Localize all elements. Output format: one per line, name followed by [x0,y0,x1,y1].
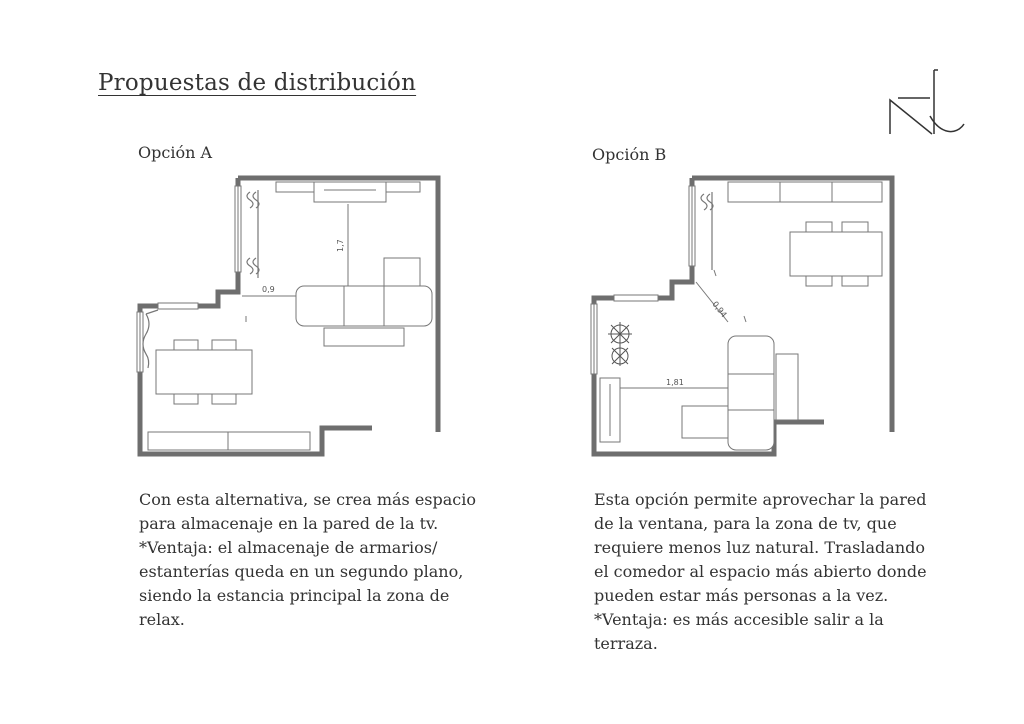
option-a-description-line: estanterías queda en un segundo plano, [139,562,464,581]
plan-b-plant [608,322,632,346]
option-b-description-line: pueden estar más personas a la vez. [594,586,889,605]
plan-a-dining-table [156,350,252,394]
plan-b-cabinet [728,182,780,202]
plan-b-chair [806,276,832,286]
option-b-description-line: terraza. [594,634,658,653]
option-b-description-line: Esta opción permite aprovechar la pared [594,490,927,509]
plan-b-side-table [776,354,798,420]
option-a-description-line: Con esta alternativa, se crea más espacio [139,490,476,509]
plan-b-chair [806,222,832,232]
plan-b-cabinet [832,182,882,202]
option-b-description-line: el comedor al espacio más abierto donde [594,562,927,581]
plan-b-dining-table [790,232,882,276]
plan-a-coffee-table [324,328,404,346]
option-a-label: Opción A [138,143,213,162]
option-a-description-line: para almacenaje en la pared de la tv. [139,514,439,533]
plan-a-curtain [247,258,259,274]
option-a-description-line: *Ventaja: el almacenaje de armarios/ [139,538,438,557]
option-a-description [139,488,499,632]
plan-a-dimension-vertical: 1,7 [336,239,345,252]
plan-b-chair [842,276,868,286]
plan-a-cabinet [276,182,314,192]
plan-a-curtain [143,314,149,368]
plan-a-sofa-chaise [384,258,420,286]
option-b-description-line: de la ventana, para la zona de tv, que [594,514,897,533]
plan-a-storage [148,432,228,450]
option-b-description-line: *Ventaja: es más accesible salir a la [594,610,884,629]
option-b-description-line: requiere menos luz natural. Trasladando [594,538,926,557]
plan-a-storage [228,432,310,450]
plan-b-dimension-diagonal: 0,94 [710,299,729,320]
plan-a-cabinet [386,182,420,192]
plan-a-curtain [247,192,259,208]
plan-a-dimension-horizontal: 0,9 [262,285,275,294]
brand-logo-icon [884,66,968,140]
plan-a-chair [212,340,236,350]
plan-a-chair [212,394,236,404]
plan-a-chair [174,340,198,350]
page-title: Propuestas de distribución [98,70,417,96]
option-b-description [594,488,954,656]
option-a-description-line: relax. [139,610,185,629]
floor-plan-option-b [584,170,904,462]
option-a-description-line: siendo la estancia principal la zona de [139,586,450,605]
plan-b-dimension-horizontal: 1,81 [666,378,684,387]
plan-a-chair [174,394,198,404]
plan-b-chair [842,222,868,232]
plan-b-sofa [728,336,774,450]
plan-b-plant [612,346,628,366]
plan-b-sofa-chaise [682,406,728,438]
floor-plan-option-a [130,170,450,462]
option-b-label: Opción B [592,145,667,164]
plan-a-tv-unit [314,182,386,202]
plan-a-sofa [296,286,432,326]
plan-b-cabinet [780,182,832,202]
plan-b-curtain [701,194,713,210]
